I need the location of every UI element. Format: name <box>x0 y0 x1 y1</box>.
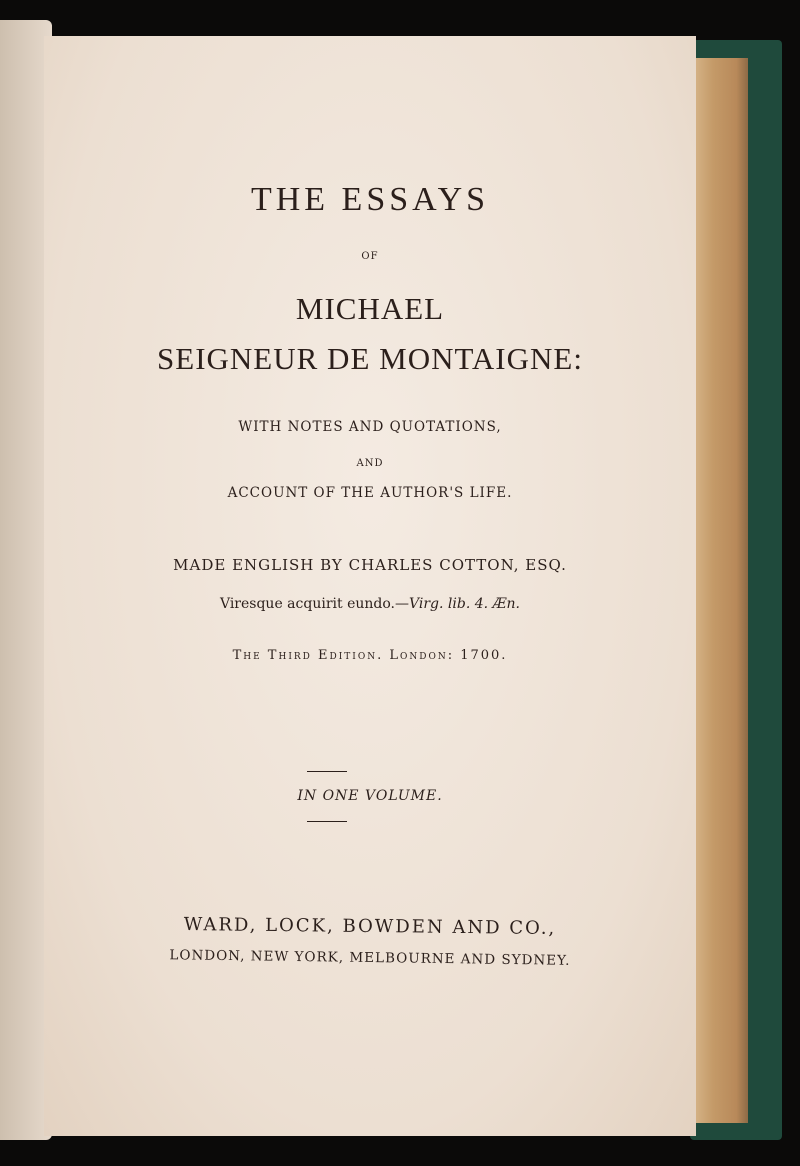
divider-top <box>307 771 347 772</box>
publisher-text: WARD, LOCK, BOWDEN AND CO., <box>183 914 557 939</box>
motto-text: Viresque acquirit eundo.— <box>219 596 409 612</box>
account-text: ACCOUNT OF THE AUTHOR'S LIFE. <box>227 485 513 501</box>
motto <box>44 596 696 612</box>
edition-text: The Third Edition. London: 1700. <box>232 648 508 663</box>
and-text: AND <box>356 458 384 469</box>
of-text: OF <box>361 251 379 262</box>
page-edges <box>690 58 748 1123</box>
author-line-2: SEIGNEUR DE MONTAIGNE: <box>157 341 583 376</box>
title-page <box>44 36 696 1136</box>
notes-text: WITH NOTES AND QUOTATIONS, <box>238 419 502 435</box>
translator-text: MADE ENGLISH BY CHARLES COTTON, ESQ. <box>173 556 567 574</box>
cities-text: LONDON, NEW YORK, MELBOURNE AND SYDNEY. <box>169 947 571 969</box>
divider-bottom <box>307 821 347 822</box>
book-title: THE ESSAYS <box>250 181 490 218</box>
motto-source: Virg. lib. 4. Æn. <box>409 596 521 612</box>
author-line-1: MICHAEL <box>295 291 445 326</box>
volume-text: IN ONE VOLUME. <box>297 788 443 804</box>
